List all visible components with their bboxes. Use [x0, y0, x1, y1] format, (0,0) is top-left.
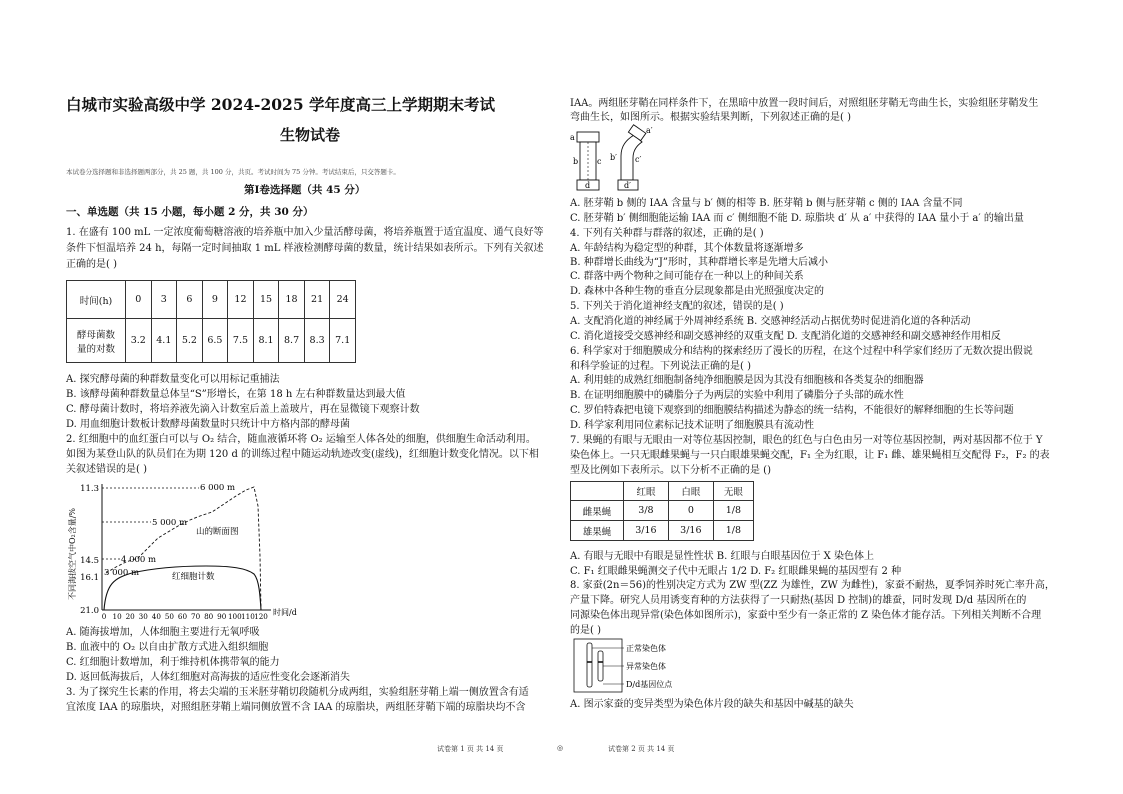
table-cell: 7.5 [228, 319, 254, 363]
table-cell: 3/8 [624, 501, 669, 521]
table-cell: 0 [668, 501, 713, 521]
table-cell: 8.1 [253, 319, 279, 363]
q8-line: 同源染色体出现异常(染色体如图所示)，家蚕中至少有一条正常的 Z 染色体才能存活。下列相关判断不合理 [570, 610, 1042, 621]
q6-line: B. 在证明细胞膜中的磷脂分子为两层的实验中利用了磷脂分子头部的疏水性 [570, 390, 904, 401]
q1-line: 正确的是( ) [66, 259, 117, 270]
q7-line: 7. 果蝇的有眼与无眼由一对等位基因控制，眼色的红色与白色由另一对等位基因控制，两对基因都不位于 Y [570, 435, 1043, 446]
exam-title: 白城市实验高级中学 2024-2025 学年度高三上学期期末考试 [66, 95, 496, 114]
footer-right: 试卷第 2 页 共 14 页 [608, 745, 675, 753]
table-header-cell: 24 [330, 281, 356, 319]
q2-line: 关叙述错误的是( ) [66, 464, 147, 475]
table-cell: 1/8 [713, 521, 753, 541]
table-cell: 7.1 [330, 319, 356, 363]
q3-option: A. 胚芽鞘 b 侧的 IAA 含量与 b′ 侧的相等 B. 胚芽鞘 b 侧与胚芽鞘 c 侧的 IAA 含量不同 [570, 198, 963, 209]
table-header-cell: 时间(h) [67, 281, 126, 319]
x-tick: 60 [177, 612, 188, 621]
altitude-label: 4 000 m [121, 555, 157, 565]
q4-line: D. 森林中各种生物的垂直分层现象都是由光照强度决定的 [570, 286, 825, 297]
exam-subtitle: 生物试卷 [280, 126, 341, 144]
table-cell: 8.3 [304, 319, 330, 363]
fig-label: a [570, 133, 575, 142]
coleoptile-figure [570, 124, 660, 194]
chromosome-figure [570, 638, 700, 694]
q1-option: C. 酵母菌计数时，将培养液先滴入计数室后盖上盖玻片，再在显微镜下观察计数 [66, 404, 420, 415]
q4-line: C. 群落中两个物种之间可能存在一种以上的种间关系 [570, 271, 804, 282]
y-tick: 21.0 [80, 606, 99, 616]
x-tick: 50 [164, 612, 174, 621]
q1-line: 条件下恒温培养 24 h，每隔一定时间抽取 1 mL 样液检测酵母菌的数量，统计结果如表所示。下列有关叙述 [66, 243, 544, 254]
q3-cont-line: IAA。两组胚芽鞘在同样条件下，在黑暗中放置一段时间后，对照组胚芽鞘无弯曲生长，实验组胚芽鞘发生 [570, 98, 1039, 109]
table-header-cell: 18 [279, 281, 305, 319]
table-header-cell [571, 482, 624, 501]
q2-line: 如图为某登山队的队员们在为期 120 d 的训练过程中随运动轨迹改变(虚线)，红细胞计数变化情况。以下相 [66, 449, 539, 460]
section1-heading: 一、单选题（共 15 小题，每小题 2 分，共 30 分） [66, 206, 314, 218]
q7-option: C. F₁ 红眼雌果蝇测交子代中无眼占 1/2 D. F₂ 红眼雌果蝇的基因型有 2 种 [570, 566, 902, 577]
x-unit: 时间/d [273, 608, 297, 617]
x-ticks [102, 612, 269, 621]
table-cell: 6.5 [202, 319, 228, 363]
q8-line: 的是( ) [570, 625, 601, 636]
q6-line: D. 科学家利用同位素标记技术证明了细胞膜具有流动性 [570, 420, 815, 431]
table-cell: 1/8 [713, 501, 753, 521]
x-tick: 120 [254, 612, 268, 621]
table-header-cell: 12 [228, 281, 254, 319]
q7-option: A. 有眼与无眼中有眼是显性性状 B. 红眼与白眼基因位于 X 染色体上 [570, 551, 874, 562]
fig-label: d [585, 181, 591, 190]
x-tick: 40 [151, 612, 161, 621]
mountain-profile-dashed [106, 487, 261, 610]
altitude-label: 6 000 m [200, 483, 236, 493]
table-cell: 3/16 [624, 521, 669, 541]
mountain-label: 山的断面图 [196, 527, 239, 537]
x-tick: 80 [204, 612, 214, 621]
q1-option: A. 探究酵母菌的种群数量变化可以用标记重捕法 [66, 374, 280, 385]
altitude-label: 3 000 m [104, 568, 140, 578]
x-tick: 10 [112, 612, 122, 621]
table-cell: 8.7 [279, 319, 305, 363]
q5-line: 5. 下列关于消化道神经支配的叙述，错误的是( ) [570, 301, 784, 312]
fig-label: b′ [610, 153, 617, 162]
rbc-label: 红细胞计数 [172, 572, 215, 582]
agar-block-a [577, 132, 599, 142]
fly-table [570, 481, 754, 541]
q6-line: A. 利用蛙的成熟红细胞制备纯净细胞膜是因为其没有细胞核和各类复杂的细胞器 [570, 375, 924, 386]
fig-label: a′ [646, 126, 653, 135]
q3-line: 3. 为了探究生长素的作用，将去尖端的玉米胚芽鞘切段随机分成两组，实验组胚芽鞘上端一侧放置含有适 [66, 687, 529, 698]
table-header-cell: 无眼 [713, 482, 753, 501]
x-tick: 90 [217, 612, 227, 621]
table-cell: 4.1 [151, 319, 177, 363]
fig-label: b [573, 157, 579, 166]
table-header-cell: 15 [253, 281, 279, 319]
y-axis-label [67, 508, 77, 600]
q1-option: B. 该酵母菌种群数量总体呈“S”形增长，在第 18 h 左右种群数量达到最大值 [66, 389, 406, 400]
q4-line: A. 年龄结构为稳定型的种群，其个体数量将逐渐增多 [570, 243, 804, 254]
table-header-cell: 白眼 [668, 482, 713, 501]
q5-line: A. 支配消化道的神经属于外周神经系统 B. 交感神经活动占据优势时促进消化道的各种活动 [570, 316, 971, 327]
x-tick: 20 [125, 612, 135, 621]
q2-option: B. 血液中的 O₂ 以自由扩散方式进入组织细胞 [66, 642, 269, 653]
table-header-cell: 6 [177, 281, 203, 319]
q8-line: 8. 家蚕(2n＝56)的性别决定方式为 ZW 型(ZZ 为雄性，ZW 为雌性)，家蚕不耐热，夏季饲养时死亡率升高， [570, 580, 1055, 591]
center-mark: ◎ [557, 744, 564, 752]
table-header-cell: 3 [151, 281, 177, 319]
q8-option: A. 图示家蚕的变异类型为染色体片段的缺失和基因中碱基的缺失 [570, 699, 854, 710]
q6-line: 和科学验证的过程。下列说法正确的是( ) [570, 361, 751, 372]
table-header-cell: 9 [202, 281, 228, 319]
yeast-table [66, 280, 356, 363]
abnormal-chromosome [598, 651, 603, 681]
table-header-cell: 红眼 [624, 482, 669, 501]
x-tick: 70 [191, 612, 201, 621]
q3-line: 宜浓度 IAA 的琼脂块，对照组胚芽鞘上端同侧放置不含 IAA 的琼脂块，两组胚芽鞘下端的琼脂块均不含 [66, 702, 526, 713]
svg-text:不同海拔空气中O₂含量/%: 不同海拔空气中O₂含量/% [68, 507, 77, 601]
q7-line: 型及比例如下表所示。以下分析不正确的是 () [570, 465, 771, 476]
q5-line: C. 消化道接受交感神经和副交感神经的双重支配 D. 支配消化道的交感神经和副交感神经作用相反 [570, 331, 1001, 342]
fig-label: 正常染色体 [626, 644, 666, 653]
q2-line: 2. 红细胞中的血红蛋白可以与 O₂ 结合，随血液循环将 O₂ 运输至人体各处的细胞，供细胞生命活动利用。 [66, 434, 536, 445]
x-tick: 100 [227, 612, 242, 621]
altitude-chart [66, 476, 306, 622]
part1-heading: 第Ⅰ卷选择题（共 45 分） [244, 184, 366, 196]
q8-line: 产量下降。研究人员用诱变育种的方法获得了一只耐热(基因 D 控制)的雄蚕，同时发现 D/d 基因所在的 [570, 595, 1027, 606]
table-cell: 3.2 [126, 319, 152, 363]
table-row-label: 酵母菌数 量的对数 [67, 319, 126, 363]
q2-option: D. 返回低海拔后，人体红细胞对高海拔的适应性变化会逐渐消失 [66, 672, 351, 683]
fig-label: d′ [624, 181, 631, 190]
q4-line: 4. 下列有关种群与群落的叙述，正确的是( ) [570, 228, 764, 239]
y-tick: 11.3 [80, 484, 99, 494]
x-tick: 30 [138, 612, 148, 621]
table-header-cell: 0 [126, 281, 152, 319]
x-tick: 110 [241, 612, 255, 621]
q7-line: 染色体上。一只无眼雌果蝇与一只白眼雄果蝇交配，F₁ 全为红眼，让 F₁ 雌、雄果蝇相互交配得 F₂，F₂ 的表 [570, 450, 1050, 461]
y-tick: 16.1 [80, 573, 99, 583]
q2-option: C. 红细胞计数增加，利于维持机体携带氧的能力 [66, 657, 280, 668]
q1-line: 1. 在盛有 100 mL 一定浓度葡萄糖溶液的培养瓶中加入少量活酵母菌，将培养瓶置于适宜温度、通气良好等 [66, 227, 544, 238]
q6-line: C. 罗伯特森把电镜下观察到的细胞膜结构描述为静态的统一结构，不能很好的解释细胞的生长等问题 [570, 405, 1014, 416]
table-row-label: 雌果蝇 [571, 501, 624, 521]
y-tick: 14.5 [80, 556, 99, 566]
fig-label: 异常染色体 [626, 662, 666, 671]
normal-chromosome [587, 643, 592, 687]
footer-left: 试卷第 1 页 共 14 页 [437, 745, 504, 753]
exam-note: 本试卷分选择题和非选择题两部分，共 25 题，共 100 分，共页。考试时间为 75 分钟。考试结束后，只交答题卡。 [66, 168, 400, 176]
fig-label: D/d基因位点 [626, 680, 673, 689]
x-tick: 0 [101, 612, 107, 621]
q3-option: C. 胚芽鞘 b′ 侧细胞能运输 IAA 而 c′ 侧细胞不能 D. 琼脂块 d′ 从 a′ 中获得的 IAA 量小于 a′ 的输出量 [570, 213, 1024, 224]
fig-label: c [597, 157, 602, 166]
table-cell: 5.2 [177, 319, 203, 363]
q4-line: B. 种群增长曲线为“J”形时，其种群增长率是先增大后减小 [570, 257, 828, 268]
table-header-cell: 21 [304, 281, 330, 319]
table-row-label: 雄果蝇 [571, 521, 624, 541]
q2-option: A. 随海拔增加，人体细胞主要进行无氧呼吸 [66, 627, 260, 638]
table-cell: 3/16 [668, 521, 713, 541]
q3-cont-line: 弯曲生长，如图所示。根据实验结果判断，下列叙述正确的是( ) [570, 112, 851, 123]
q6-line: 6. 科学家对于细胞膜成分和结构的探索经历了漫长的历程，在这个过程中科学家们经历了无数次提出假说 [570, 346, 1033, 357]
altitude-label: 5 000 m [152, 518, 188, 528]
q1-option: D. 用血细胞计数板计数酵母菌数量时只统计中方格内部的酵母菌 [66, 419, 351, 430]
fig-label: c′ [635, 155, 642, 164]
